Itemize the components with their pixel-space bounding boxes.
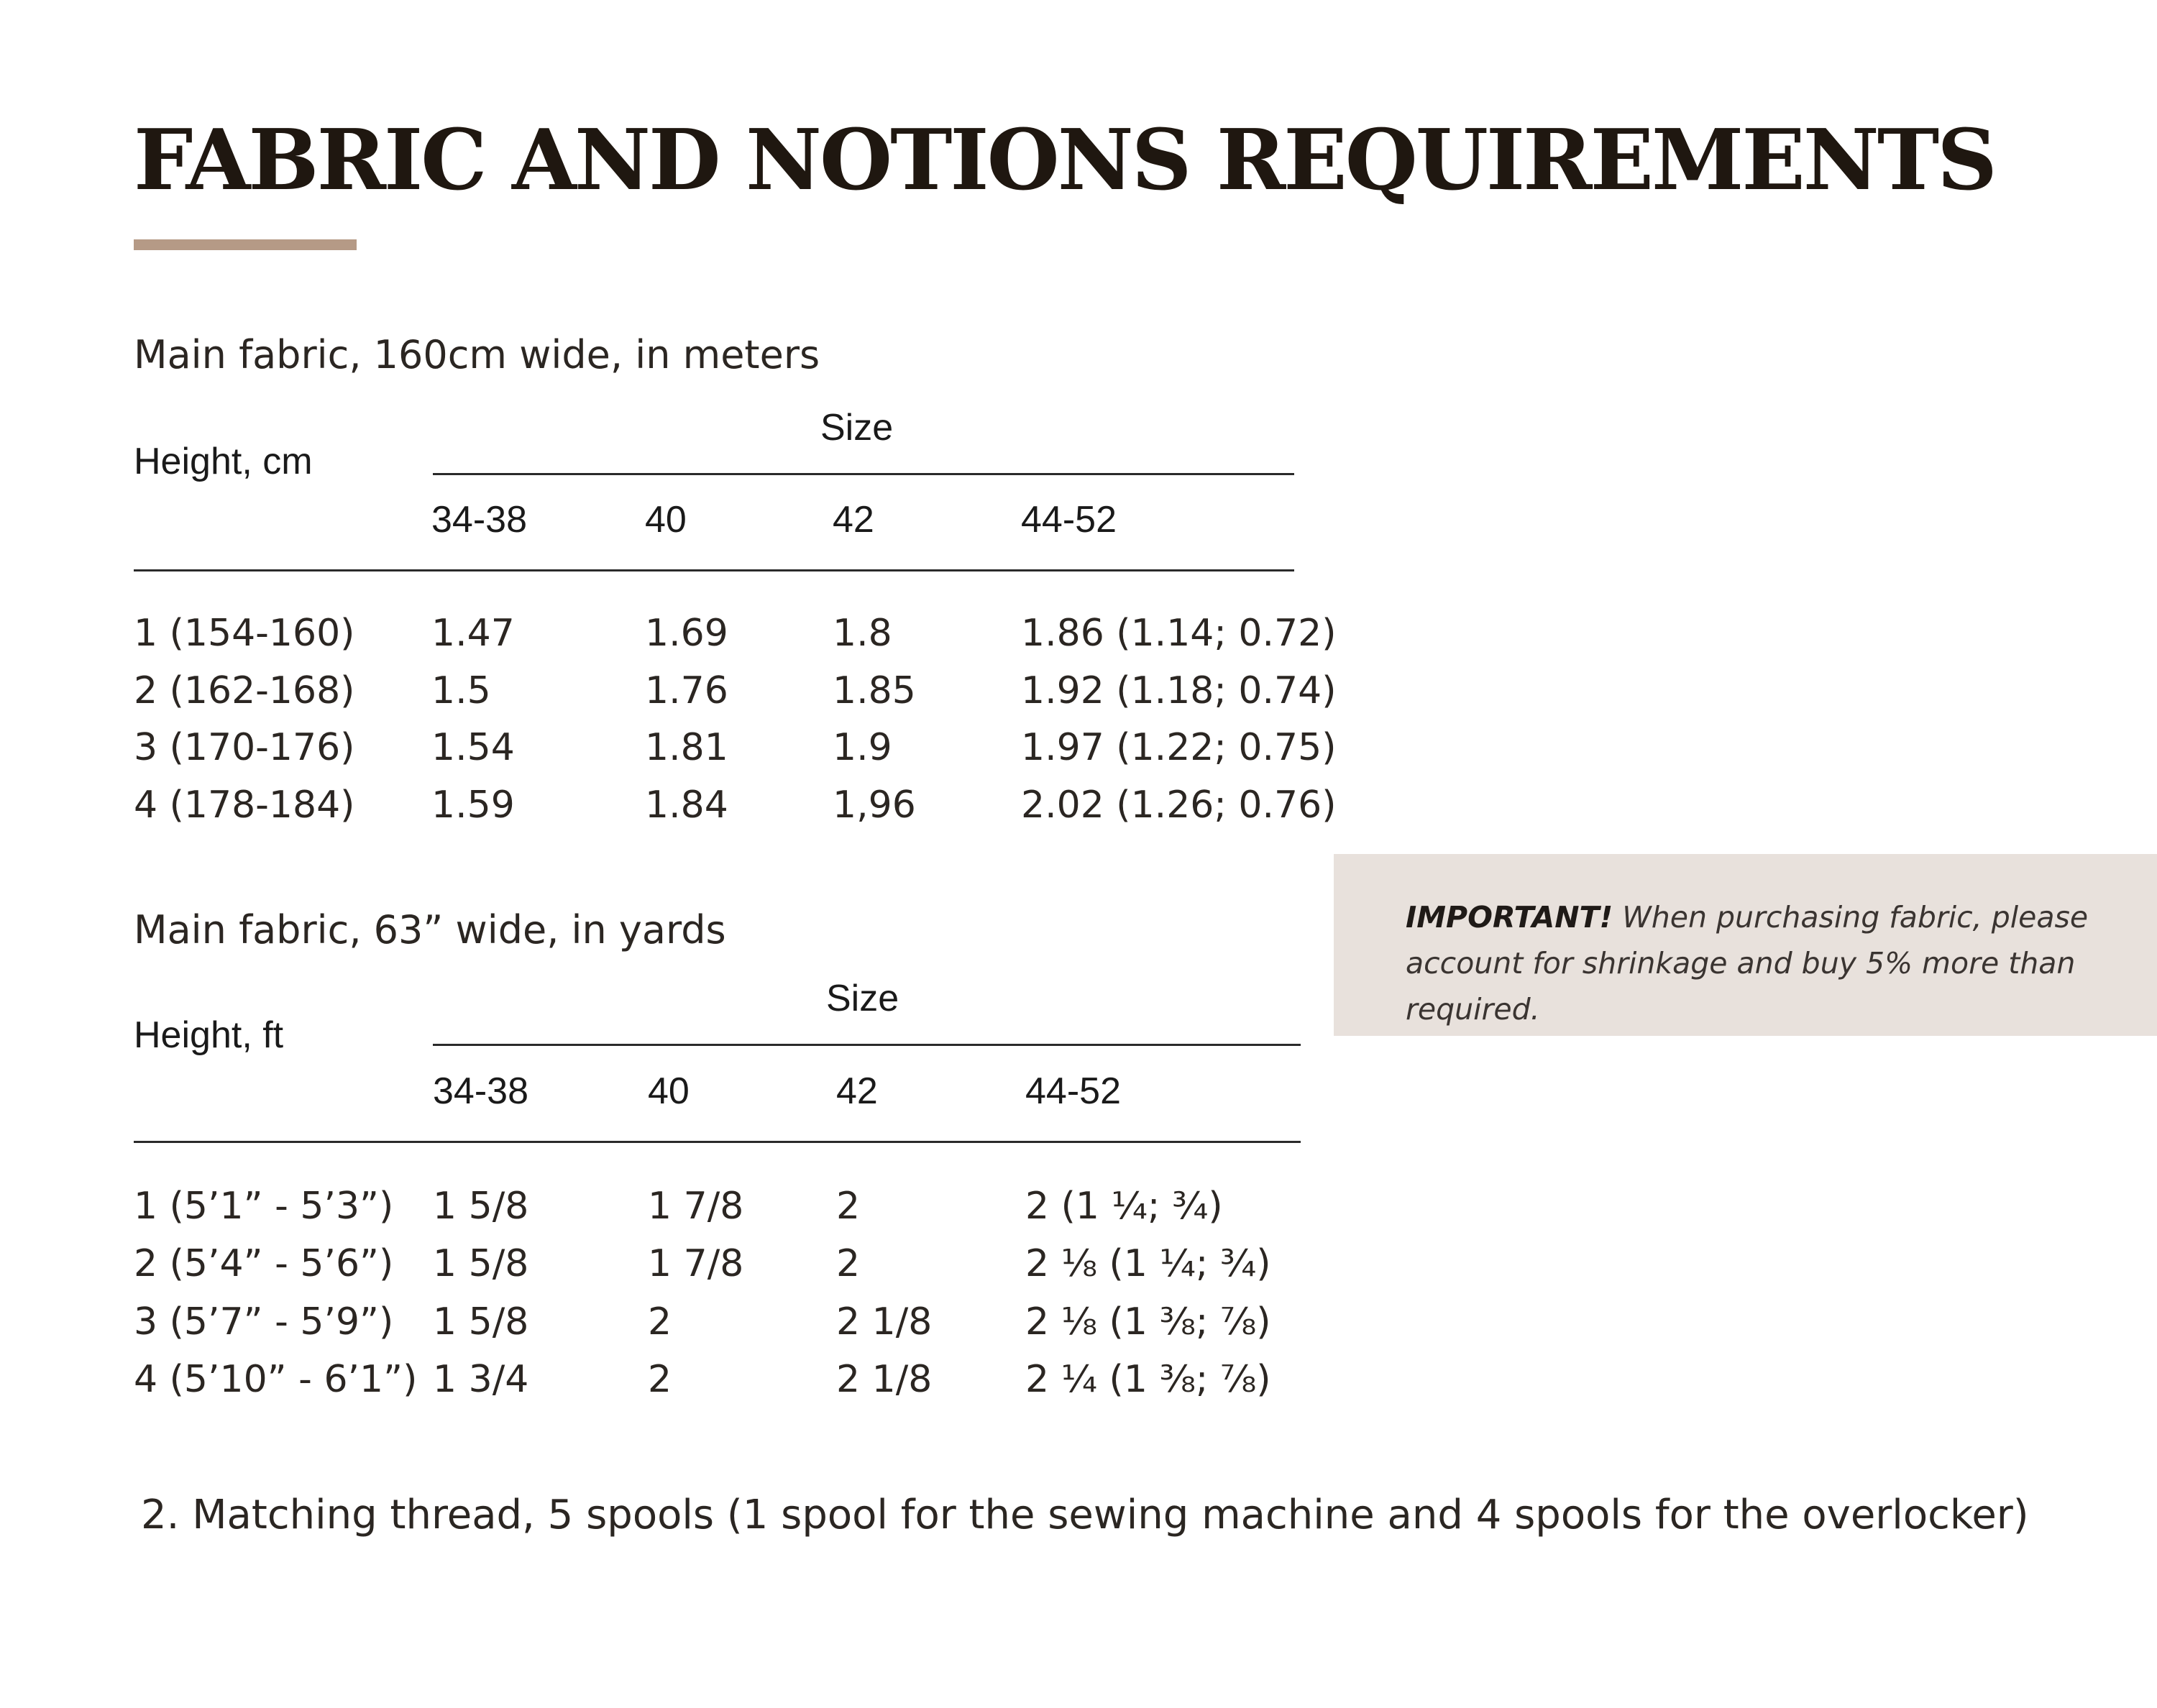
table-cell: 1.69 <box>645 612 728 655</box>
thread-requirement: 2. Matching thread, 5 spools (1 spool for the sewing machine and 4 spools for the overlocker) <box>141 1492 2029 1538</box>
row-label: 3 (5’7” - 5’9”) <box>134 1300 394 1344</box>
size-header-rule <box>433 473 1294 475</box>
header-bottom-rule <box>134 569 1294 571</box>
table-cell: 1.97 (1.22; 0.75) <box>1021 726 1337 769</box>
size-column-header: 42 <box>836 1070 878 1112</box>
table-cell: 1.47 <box>431 612 515 655</box>
important-note-text <box>1406 894 2132 1032</box>
size-column-header: 34-38 <box>433 1070 528 1112</box>
table-caption: Main fabric, 160cm wide, in meters <box>134 332 820 377</box>
size-column-header: 42 <box>833 499 874 541</box>
header-bottom-rule <box>134 1141 1301 1143</box>
table-cell: 1 5/8 <box>433 1185 529 1228</box>
size-column-header: 44-52 <box>1025 1070 1121 1112</box>
table-cell: 1.92 (1.18; 0.74) <box>1021 669 1337 712</box>
table-cell: 2 <box>836 1185 861 1228</box>
row-label: 1 (154-160) <box>134 612 355 655</box>
table-cell: 1 7/8 <box>648 1185 744 1228</box>
height-column-header: Height, cm <box>134 441 313 482</box>
table-cell: 1.86 (1.14; 0.72) <box>1021 612 1337 655</box>
size-header-rule <box>433 1044 1301 1046</box>
table-cell: 2 ⅛ (1 ⅜; ⅞) <box>1025 1300 1271 1344</box>
table-cell: 1.8 <box>833 612 892 655</box>
table-cell: 1 5/8 <box>433 1300 529 1344</box>
table-cell: 1.81 <box>645 726 728 769</box>
table-cell: 1.9 <box>833 726 892 769</box>
table-cell: 1.76 <box>645 669 728 712</box>
table-cell: 2 ¼ (1 ⅜; ⅞) <box>1025 1358 1271 1401</box>
size-group-header: Size <box>820 407 894 449</box>
table-cell: 1.5 <box>431 669 491 712</box>
important-message: When purchasing fabric, please account for shrinkage and buy 5% more than required. <box>1406 900 2089 1027</box>
size-column-header: 44-52 <box>1021 499 1117 541</box>
row-label: 2 (162-168) <box>134 669 355 712</box>
table-cell: 1.85 <box>833 669 916 712</box>
table-cell: 1 3/4 <box>433 1358 529 1401</box>
row-label: 2 (5’4” - 5’6”) <box>134 1242 394 1285</box>
row-label: 4 (5’10” - 6’1”) <box>134 1358 418 1401</box>
row-label: 4 (178-184) <box>134 784 355 827</box>
table-cell: 1 5/8 <box>433 1242 529 1285</box>
table-cell: 2 <box>836 1242 861 1285</box>
height-column-header: Height, ft <box>134 1014 284 1056</box>
size-column-header: 40 <box>648 1070 690 1112</box>
size-column-header: 34-38 <box>431 499 527 541</box>
size-group-header: Size <box>826 978 899 1019</box>
table-cell: 1.59 <box>431 784 515 827</box>
table-cell: 2 1/8 <box>836 1358 933 1401</box>
title-underline <box>134 239 357 250</box>
table-cell: 2 (1 ¼; ¾) <box>1025 1185 1223 1228</box>
important-label: IMPORTANT! <box>1406 900 1613 935</box>
table-cell: 2 ⅛ (1 ¼; ¾) <box>1025 1242 1271 1285</box>
table-cell: 2 <box>648 1358 672 1401</box>
size-column-header: 40 <box>645 499 687 541</box>
table-cell: 2 <box>648 1300 672 1344</box>
row-label: 3 (170-176) <box>134 726 355 769</box>
important-note <box>1334 854 2157 1036</box>
table-cell: 2 1/8 <box>836 1300 933 1344</box>
row-label: 1 (5’1” - 5’3”) <box>134 1185 394 1228</box>
table-cell: 1.84 <box>645 784 728 827</box>
table-caption: Main fabric, 63” wide, in yards <box>134 907 726 952</box>
table-cell: 1.54 <box>431 726 515 769</box>
page-title: FABRIC AND NOTIONS REQUIREMENTS <box>134 111 1995 209</box>
table-cell: 1,96 <box>833 784 916 827</box>
table-cell: 1 7/8 <box>648 1242 744 1285</box>
table-cell: 2.02 (1.26; 0.76) <box>1021 784 1337 827</box>
